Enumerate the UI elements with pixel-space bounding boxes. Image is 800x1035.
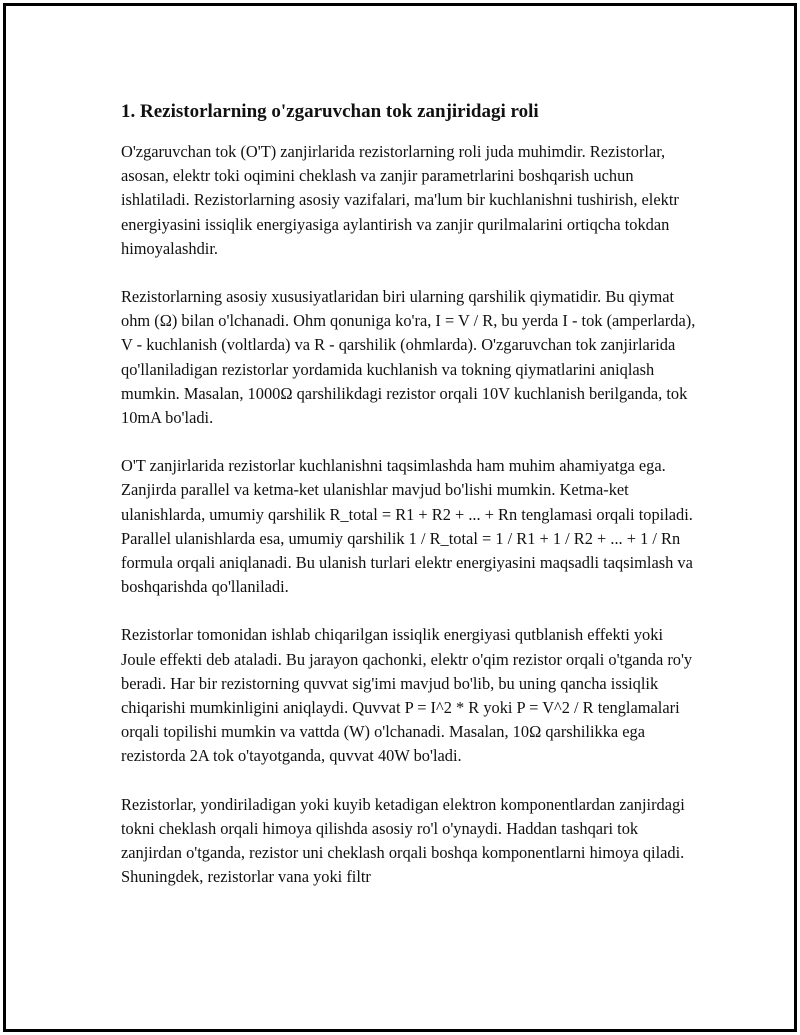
paragraph: Rezistorlarning asosiy xususiyatlaridan biri ularning qarshilik qiymatidir. Bu qiymat ohm (Ω) bilan o'lchanadi. Ohm qonuniga ko'ra, I = V / R, bu yerda I - tok (amperlarda), V - kuchlanish (voltlarda) va R - qarshilik (ohmlarda). O'zgaruvchan tok zanjirlarida qo'llaniladigan rezistorlar yordamida kuchlanish va tokning qiymatlarini aniqlash mumkin. Masalan, 1000Ω qarshilikdagi rezistor orqali 10V kuchlanish berilganda, tok 10mA bo'ladi. [121,287,696,428]
paragraph: Rezistorlar, yondiriladigan yoki kuyib ketadigan elektron komponentlardan zanjirdagi tokni cheklash orqali himoya qilishda asosiy ro'l o'ynaydi. Haddan tashqari tok zanjirdan o'tganda, rezistor uni cheklash orqali boshqa komponentlarni himoya qiladi. Shuningdek, rezistorlar vana yoki filtr [121,794,685,887]
document-body [121,100,696,889]
section-title: 1. Rezistorlarning o'zgaruvchan tok zanjiridagi roli [121,101,539,122]
paragraph: O'zgaruvchan tok (O'T) zanjirlarida rezistorlarning roli juda muhimdir. Rezistorlar, asosan, elektr toki oqimini cheklash va zanjir parametrlarini boshqarish uchun ishlatiladi. Rezistorlarning asosiy vazifalari, ma'lum bir kuchlanishni tushirish, elektr energiyasini issiqlik energiyasiga aylantirish va zanjir qurilmalarini ortiqcha tokdan himoyalashdir. [121,142,679,258]
paragraph: Rezistorlar tomonidan ishlab chiqarilgan issiqlik energiyasi qutblanish effekti yoki Joule effekti deb ataladi. Bu jarayon qachonki, elektr o'qim rezistor orqali o'tganda ro'y beradi. Har bir rezistorning quvvat sig'imi mavjud bo'lib, bu uning qancha issiqlik chiqarishi mumkinligini aniqlaydi. Quvvat P = I^2 * R yoki P = V^2 / R tenglamalari orqali topilishi mumkin va vattda (W) o'lchanadi. Masalan, 10Ω qarshilikka ega rezistorda 2A tok o'tayotganda, quvvat 40W bo'ladi. [121,625,693,766]
document-page [3,3,797,1032]
paragraph: O'T zanjirlarida rezistorlar kuchlanishni taqsimlashda ham muhim ahamiyatga ega. Zanjirda parallel va ketma-ket ulanishlar mavjud bo'lishi mumkin. Ketma-ket ulanishlarda, umumiy qarshilik R_total = R1 + R2 + ... + Rn tenglamasi orqali topiladi. Parallel ulanishlarda esa, umumiy qarshilik 1 / R_total = 1 / R1 + 1 / R2 + ... + 1 / Rn formula orqali aniqlanadi. Bu ulanish turlari elektr energiyasini maqsadli taqsimlash va boshqarishda qo'llaniladi. [121,456,693,597]
